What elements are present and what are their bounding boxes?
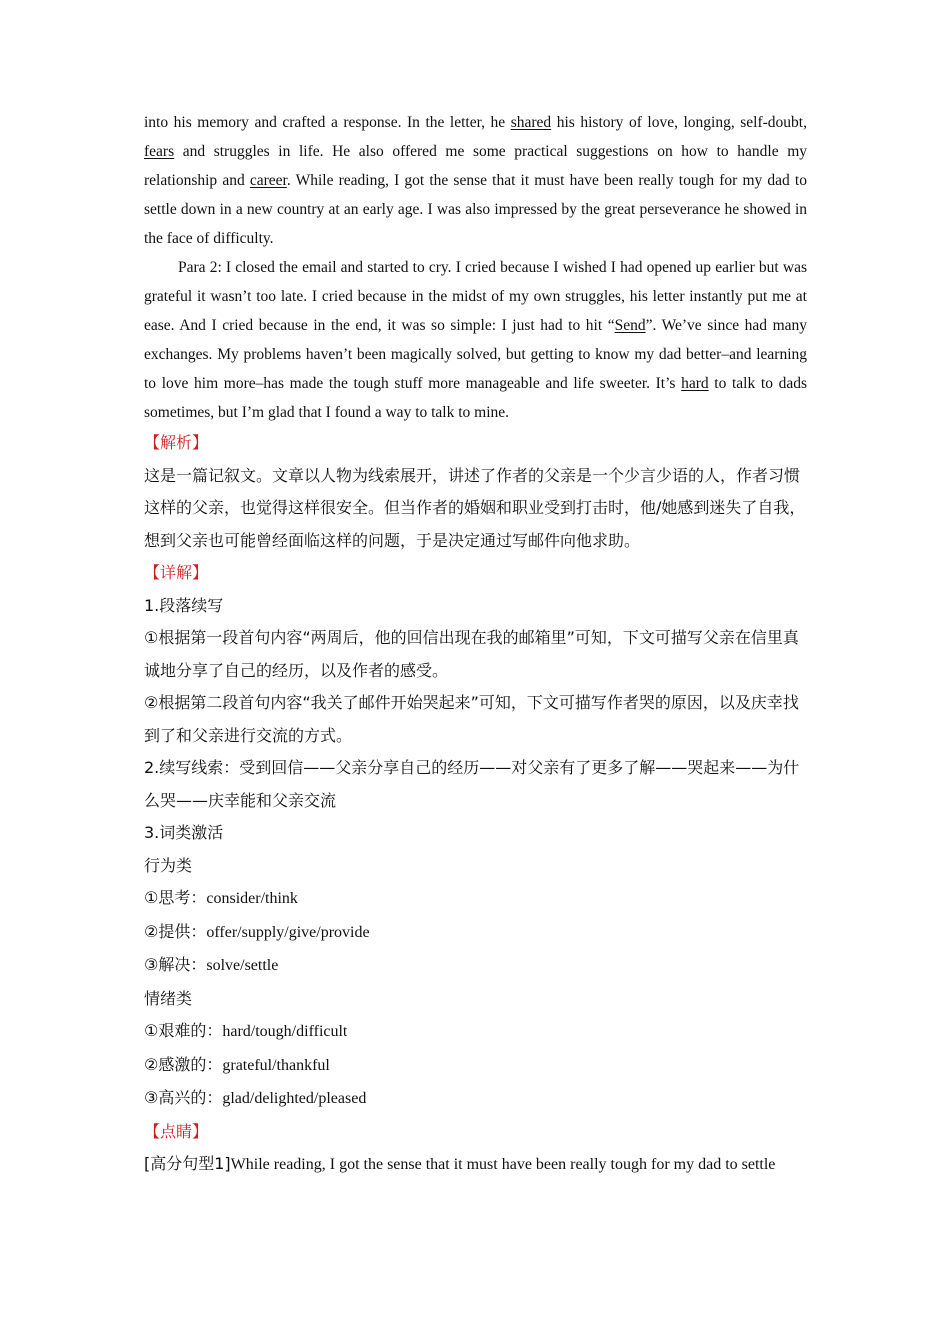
underlined-word: career: [249, 172, 287, 189]
underlined-word: fears: [144, 143, 175, 160]
analysis-heading: 【解析】: [144, 433, 209, 452]
detail-section-3-title: 3.词类激活: [144, 823, 224, 842]
detail-heading: 【详解】: [144, 563, 209, 582]
detail-point-1: ①根据第一段首句内容“两周后，他的回信出现在我的邮箱里”可知，下文可描写父亲在信里真诚地分享了自己的经历，以及作者的感受。: [144, 628, 799, 680]
highlight-sentence: [高分句型1]While reading, I got the sense that it must have been really tough for my dad to settle: [144, 1154, 776, 1173]
vocab-category-action: 行为类: [144, 855, 193, 875]
detail-section-1-title: 1.段落续写: [144, 595, 224, 615]
highlight-heading: 【点睛】: [144, 1121, 209, 1141]
vocab-item: ②提供：offer/supply/give/provide: [144, 921, 370, 941]
essay-paragraph-1: into his memory and crafted a response. In the letter, he shared his history of love, longing, self-doubt, fears and struggles in life. He also offered me some practical suggestions on how to handle my relationship and career. While reading, I got the sense that it must have been really tough for my dad to settle down in a new country at an early age. I was also impressed by the great perseverance he showed in the face of difficulty.: [144, 114, 807, 247]
document-page: [144, 108, 807, 1182]
detail-section-2-clues: 2.续写线索：受到回信——父亲分享自己的经历——对父亲有了更多了解——哭起来——为什么哭——庆幸能和父亲交流: [144, 758, 800, 810]
underlined-word: Send: [614, 317, 646, 334]
detail-point-2: ②根据第二段首句内容“我关了邮件开始哭起来”可知，下文可描写作者哭的原因，以及庆幸找到了和父亲进行交流的方式。: [144, 693, 799, 745]
underlined-word: shared: [510, 114, 552, 131]
vocab-item: ①思考：consider/think: [144, 888, 298, 907]
vocab-item: ②感激的：grateful/thankful: [144, 1054, 330, 1074]
underlined-word: hard: [681, 375, 709, 392]
vocab-category-emotion: 情绪类: [144, 988, 193, 1008]
vocab-item: ①艰难的：hard/tough/difficult: [144, 1021, 348, 1040]
vocab-item: ③解决：solve/settle: [144, 955, 279, 974]
vocab-item: ③高兴的：glad/delighted/pleased: [144, 1088, 367, 1107]
essay-paragraph-2: Para 2: I closed the email and started to cry. I cried because I wished I had opened up earlier but was grateful it wasn’t too late. I cried because in the midst of my own struggles, his letter instantly put me at ease. And I cried because in the end, it was so simple: I just had to hit “Send”. We’ve since had many exchanges. My problems haven’t been magically solved, but getting to know my dad better–and learning to love him more–has made the tough stuff more manageable and life sweeter. It’s hard to talk to dads sometimes, but I’m glad that I found a way to talk to mine.: [144, 259, 807, 421]
analysis-text: 这是一篇记叙文。文章以人物为线索展开，讲述了作者的父亲是一个少言少语的人，作者习惯这样的父亲，也觉得这样很安全。但当作者的婚姻和职业受到打击时，他/她感到迷失了自我，想到父亲也可能曾经面临这样的问题，于是决定通过写邮件向他求助。: [144, 465, 806, 550]
